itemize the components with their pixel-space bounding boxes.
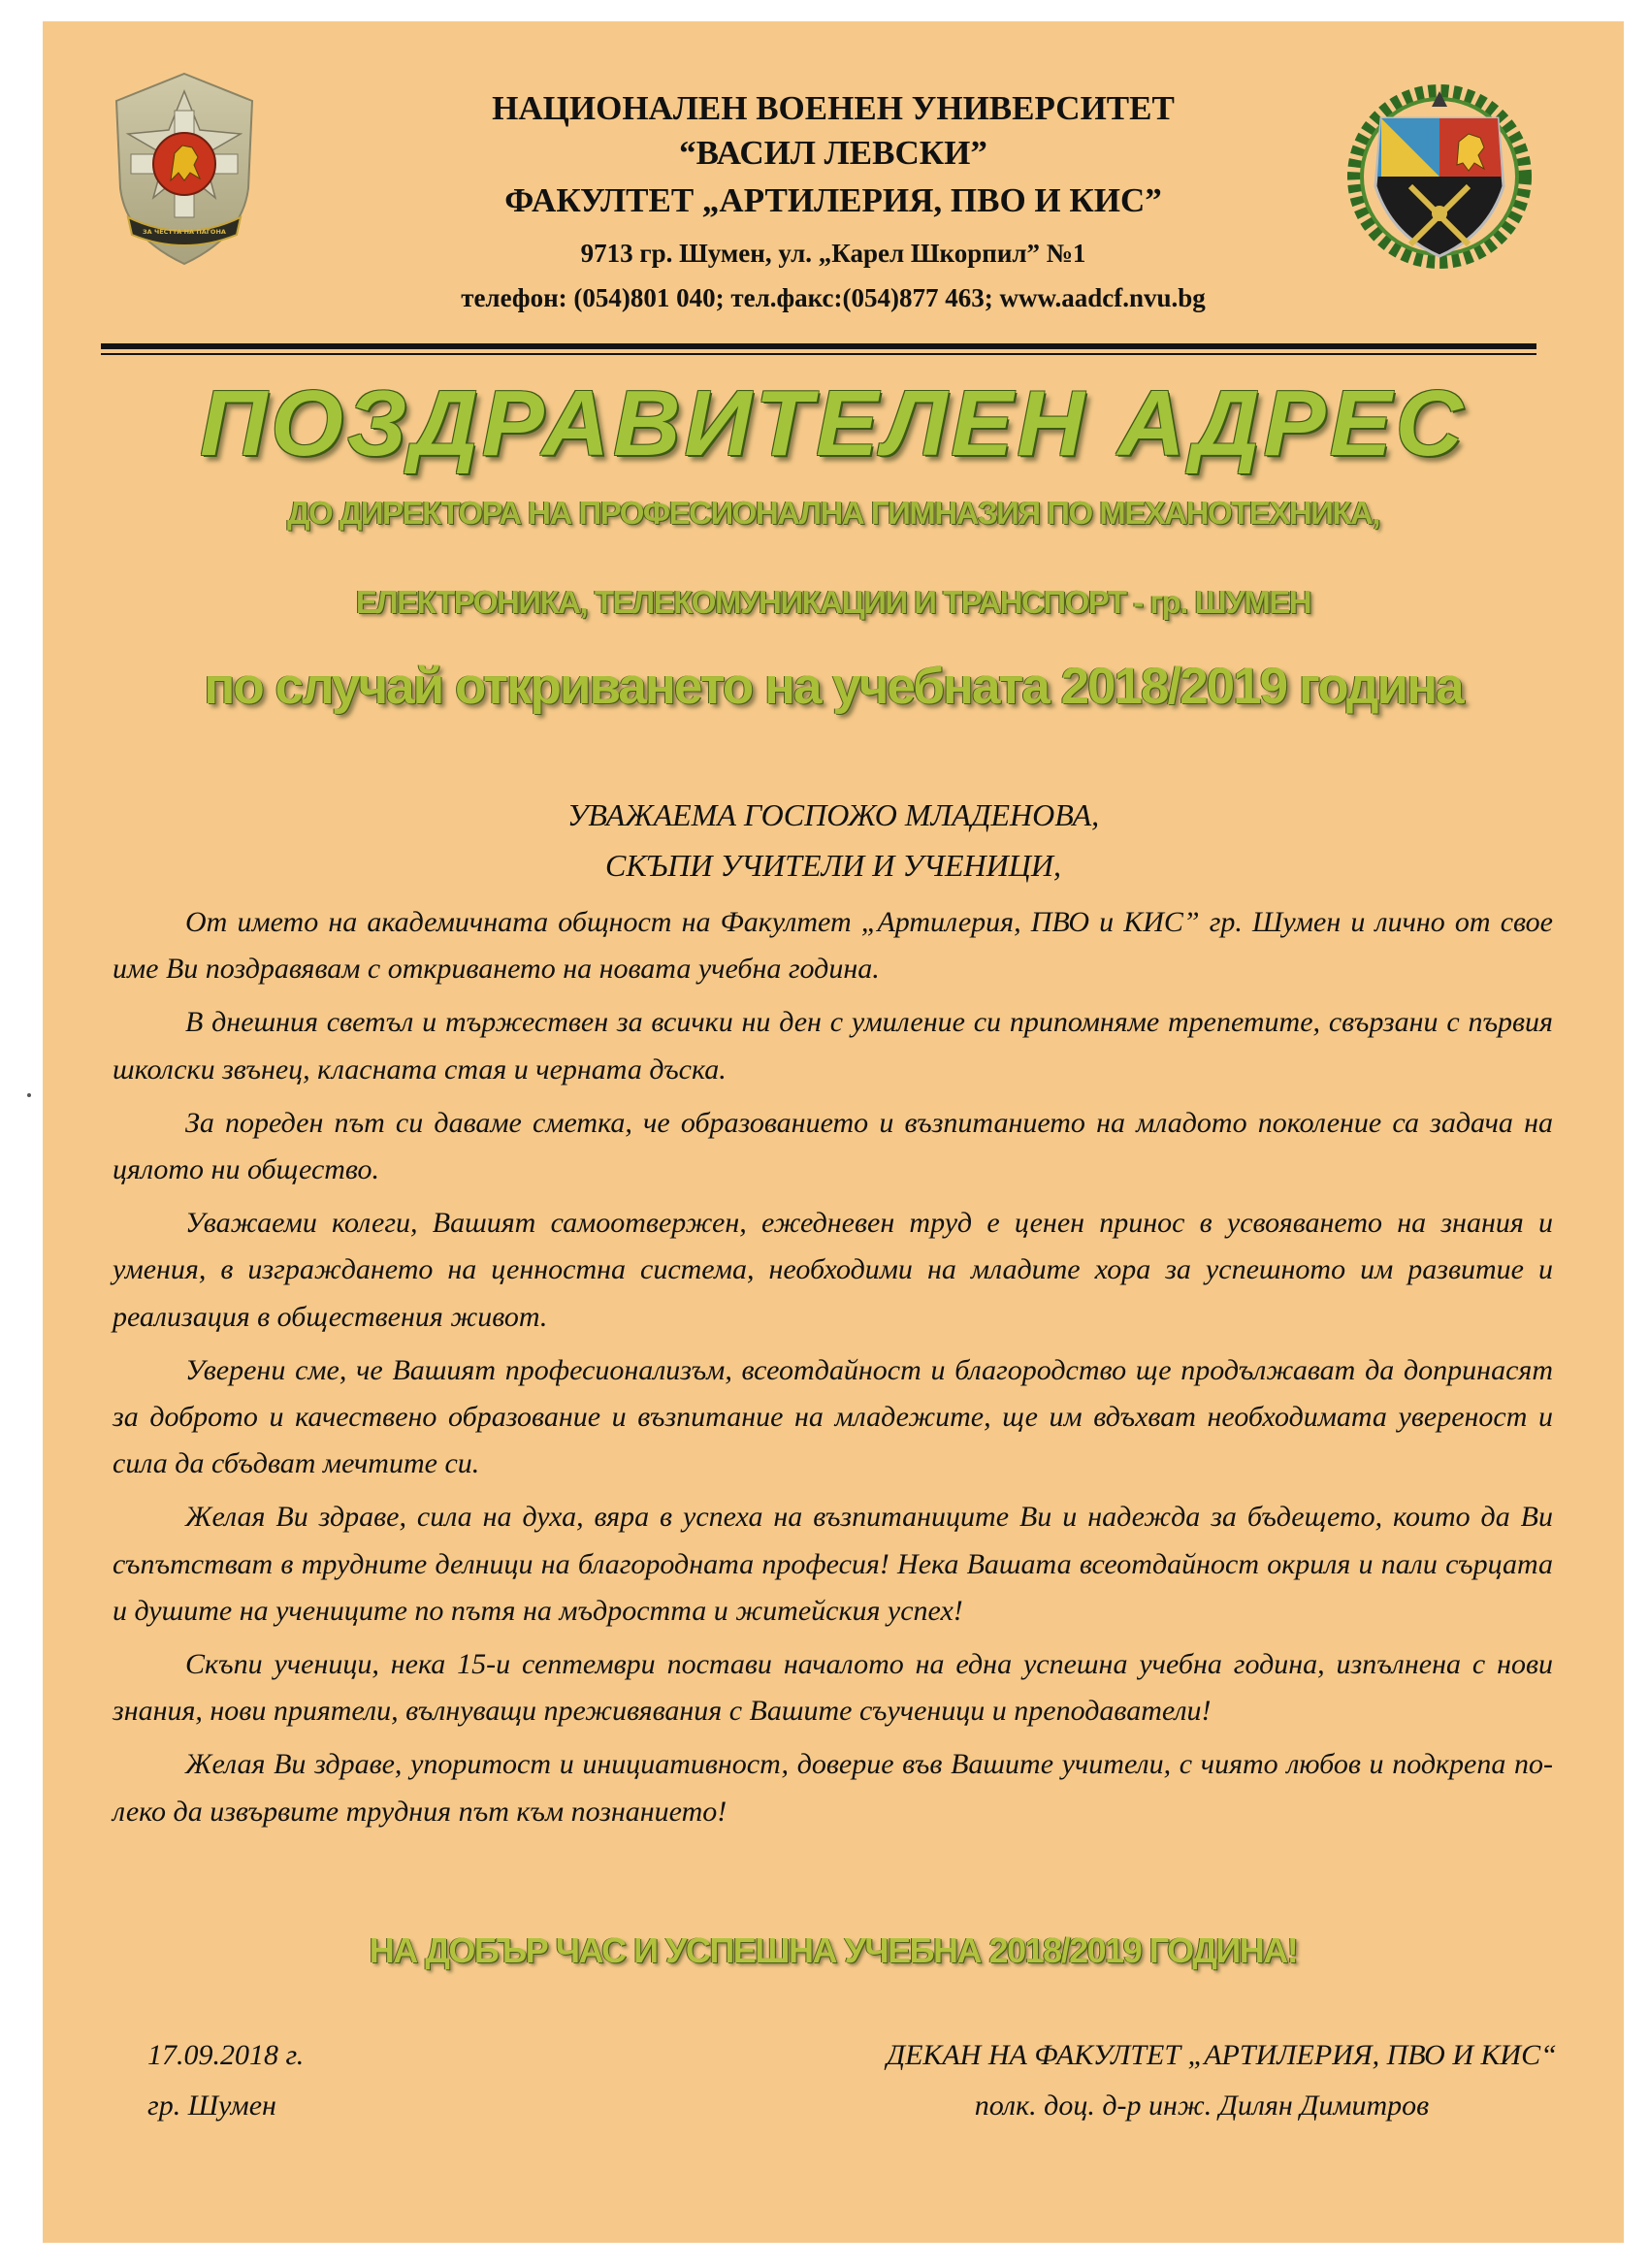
postal-address: 9713 гр. Шумен, ул. „Карел Шкорпил” №1 xyxy=(580,239,1086,268)
university-name: “ВАСИЛ ЛЕВСКИ” xyxy=(679,134,987,172)
certificate-sheet xyxy=(43,21,1624,2243)
document-date: 17.09.2018 г. xyxy=(147,2039,305,2071)
university-emblem-icon xyxy=(107,72,262,266)
closing-wish: НА ДОБЪР ЧАС И УСПЕШНА УЧЕБНА 2018/2019 ГОДИНА! xyxy=(369,1930,1298,1970)
paragraph: Уважаеми колеги, Вашият самоотвержен, ежедневен труд е ценен принос в усвояването на знания и умения, в изграждането на ценностна система, необходими на младите хора за успешното им развитие и реализация в обществения живот. xyxy=(113,1207,1553,1333)
paragraph: За пореден път си даваме сметка, че образованието и възпитанието на младото поколение са задача на цялото ни общество. xyxy=(113,1106,1553,1186)
faculty-name: ФАКУЛТЕТ „АРТИЛЕРИЯ, ПВО И КИС” xyxy=(504,181,1162,219)
paragraph: В днешния светъл и тържествен за всички ни ден с умиление си припомняме трепетите, свързани с първия школски звънец, класната стая и черната дъска. xyxy=(113,1006,1553,1085)
paragraph: Скъпи ученици, нека 15-и септември постави началото на една успешна учебна година, изпълнена с нови знания, нови приятели, вълнуващи преживявания с Вашите съученици и преподаватели! xyxy=(113,1648,1553,1728)
dean-title: ДЕКАН НА ФАКУЛТЕТ „АРТИЛЕРИЯ, ПВО И КИС“ xyxy=(887,2039,1557,2071)
contact-line: телефон: (054)801 040; тел.факс:(054)877 463; www.aadcf.nvu.bg xyxy=(461,283,1206,312)
university-motto: ЗА ЧЕСТТА НА ПАГОНА xyxy=(143,228,226,236)
letter-body xyxy=(113,899,1553,1842)
header-rule-thick xyxy=(101,343,1536,349)
university-title: НАЦИОНАЛЕН ВОЕНЕН УНИВЕРСИТЕТ xyxy=(492,89,1175,127)
recipient-line-1: ДО ДИРЕКТОРА НА ПРОФЕСИОНАЛНА ГИМНАЗИЯ ПО МЕХАНОТЕХНИКА, xyxy=(286,495,1380,531)
faculty-emblem-icon xyxy=(1342,80,1536,274)
letterhead xyxy=(43,21,1624,351)
paragraph: Желая Ви здраве, сила на духа, вяра в успеха на възпитаниците Ви и надежда за бъдещето, които да Ви съпътстват в трудните делници на благородната професия! Нека Вашата всеотдайност окриля и пали сърцата и душите на учениците по пътя на мъдростта и житейския успех! xyxy=(113,1501,1553,1627)
paragraph: Желая Ви здраве, упоритост и инициативност, доверие във Вашите учители, с чиято любов и подкрепа по-леко да извървите трудния път към познанието! xyxy=(113,1748,1553,1828)
paragraph: Уверени сме, че Вашият професионализъм, всеотдайност и благородство ще продължават да допринасят за доброто и качествено образование и възпитание на младежите, ще им вдъхват необходимата увереност и сила да сбъдват мечтите си. xyxy=(113,1353,1553,1480)
salutation-line-2: СКЪПИ УЧИТЕЛИ И УЧЕНИЦИ, xyxy=(605,848,1061,883)
document-title: ПОЗДРАВИТЕЛЕН АДРЕС xyxy=(200,372,1467,475)
document-city: гр. Шумен xyxy=(147,2090,276,2122)
signer-name: полк. доц. д-р инж. Дилян Димитров xyxy=(974,2090,1430,2122)
recipient-line-2: ЕЛЕКТРОНИКА, ТЕЛЕКОМУНИКАЦИИ И ТРАНСПОРТ - гр. ШУМЕН xyxy=(355,584,1311,620)
paragraph: От името на академичната общност на Факултет „Артилерия, ПВО и КИС” гр. Шумен и лично от свое име Ви поздравявам с откриването на новата учебна година. xyxy=(113,906,1553,986)
header-rule-thin xyxy=(101,353,1536,355)
occasion-line: по случай откриването на учебната 2018/2019 година xyxy=(204,658,1463,715)
scan-speck xyxy=(27,1093,31,1097)
salutation-line-1: УВАЖАЕМА ГОСПОЖО МЛАДЕНОВА, xyxy=(566,797,1100,832)
